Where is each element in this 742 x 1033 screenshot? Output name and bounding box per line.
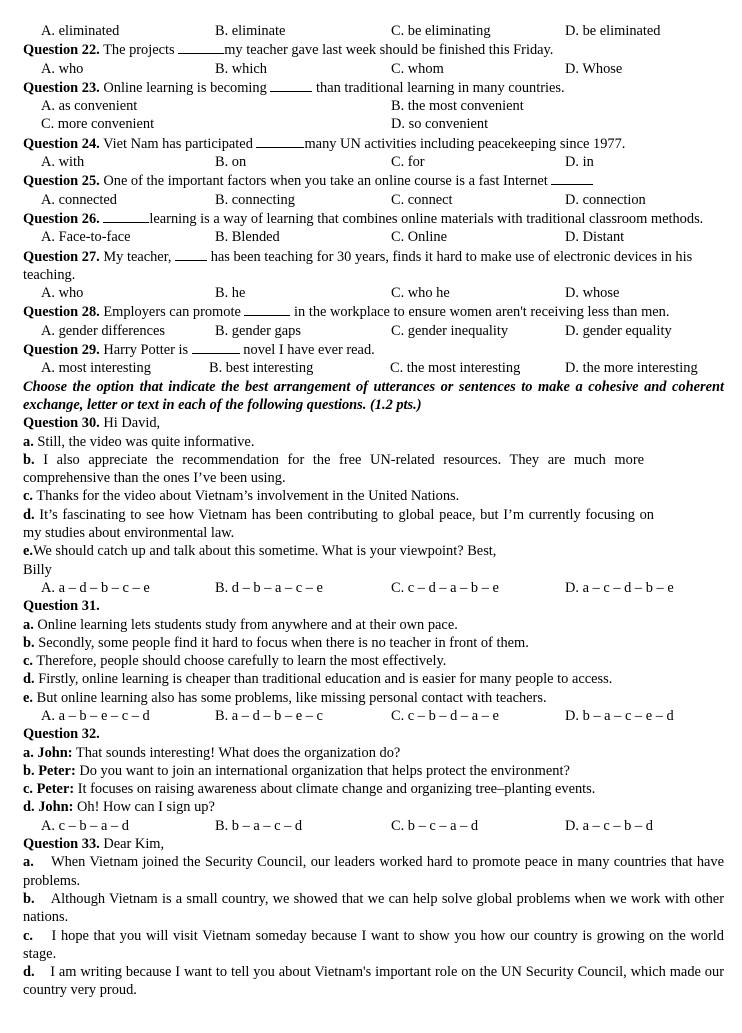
q27-text-after: has been teaching for 30 years, finds it hard to make use of electronic devices in his teaching.: [23, 248, 693, 283]
section-heading: Choose the option that indicate the best arrangement of utterances or sentences to make a cohesive and coherent exchange, letter or text in each of the following questions. (1.2 pts.): [23, 378, 724, 413]
q29-text-before: Harry Potter is: [99, 342, 192, 359]
q32-item-a-text: That sounds interesting! What does the organization do?: [72, 744, 401, 761]
q30-item-d-key: d.: [23, 506, 35, 523]
q33-item-a: [23, 853, 728, 890]
q30-option-a[interactable]: A. a – d – b – c – e: [41, 579, 150, 596]
q26-text-after: learning is a way of learning that combines online materials with traditional classroom methods.: [149, 210, 704, 227]
q30-option-d[interactable]: D. a – c – d – b – e: [565, 579, 674, 596]
q30-stem: [23, 414, 724, 432]
q30-options: [23, 579, 724, 597]
q24-text-after: many UN activities including peacekeeping since 1977.: [304, 135, 626, 152]
q26-label: Question 26.: [23, 210, 100, 227]
q31-item-e: [23, 689, 724, 707]
q31-option-a[interactable]: A. a – b – e – c – d: [41, 707, 150, 724]
q25-options: [23, 191, 724, 209]
q24-text-before: Viet Nam has participated: [99, 135, 257, 152]
q33-item-a-key: a.: [23, 854, 34, 871]
q33-stem: [23, 835, 724, 853]
q29-text-after: novel I have ever read.: [239, 342, 375, 359]
q32-item-b: [23, 762, 724, 780]
q28-stem: [23, 302, 724, 321]
q25-text-before: One of the important factors when you take an online course is a fast Internet: [99, 173, 552, 190]
q23-option-c[interactable]: C. more convenient: [41, 116, 155, 133]
q22-text-after: my teacher gave last week should be finished this Friday.: [224, 42, 554, 59]
q29-option-c[interactable]: C. the most interesting: [390, 360, 521, 377]
q21-options: [23, 22, 724, 40]
q22-option-d[interactable]: D. Whose: [565, 60, 623, 77]
q32-option-d[interactable]: D. a – c – b – d: [565, 817, 653, 834]
q21-option-b[interactable]: B. eliminate: [215, 23, 286, 39]
q26-option-d[interactable]: D. Distant: [565, 229, 625, 246]
q31-option-d[interactable]: D. b – a – c – e – d: [565, 707, 674, 724]
q30-item-e-text: We should catch up and talk about this sometime. What is your viewpoint? Best,: [33, 543, 497, 560]
q23-stem: [23, 78, 724, 97]
q24-label: Question 24.: [23, 135, 100, 152]
q31-label: Question 31.: [23, 598, 100, 615]
q29-label: Question 29.: [23, 342, 100, 359]
q31-item-b-text: Secondly, some people find it hard to focus when there is no teacher in front of them.: [34, 634, 529, 651]
q33-item-c-text: I hope that you will visit Vietnam someday because I want to show you how our country is growing on the world stage.: [23, 927, 728, 962]
q31-item-b: [23, 634, 724, 652]
q31-item-e-text: But online learning also has some problems, like missing personal contact with teachers.: [33, 689, 547, 706]
q25-option-a[interactable]: A. connected: [41, 191, 117, 208]
q22-options: [23, 60, 724, 78]
q24-blank: [256, 134, 304, 148]
q32-options: [23, 817, 724, 835]
q28-option-d[interactable]: D. gender equality: [565, 322, 672, 339]
q23-options-row2: [23, 115, 724, 133]
q33-item-b: [23, 890, 728, 927]
q32-item-a-key: a. John:: [23, 744, 73, 761]
q32-item-c-text: It focuses on raising awareness about climate change and organizing tree–planting events.: [74, 781, 596, 798]
q26-option-a[interactable]: A. Face-to-face: [41, 229, 131, 246]
q23-option-a[interactable]: A. as convenient: [41, 98, 138, 115]
q31-item-d: [23, 670, 724, 688]
q31-item-d-key: d.: [23, 671, 35, 688]
q31-options: [23, 707, 724, 725]
q31-option-b[interactable]: B. a – d – b – e – c: [215, 707, 323, 724]
q27-options: [23, 284, 724, 302]
q33-item-d-key: d.: [23, 964, 35, 981]
q23-text-after: than traditional learning in many countries.: [312, 79, 565, 96]
q23-option-b[interactable]: B. the most convenient: [391, 98, 524, 115]
q28-option-b[interactable]: B. gender gaps: [215, 322, 301, 339]
q23-options-row1: [23, 97, 724, 115]
q32-option-b[interactable]: B. b – a – c – d: [215, 817, 303, 834]
q25-stem: [23, 171, 724, 190]
q33-item-b-text: Although Vietnam is a small country, we showed that we can help solve global problems when we work with other nations.: [23, 890, 728, 926]
q30-option-c[interactable]: C. c – d – a – b – e: [391, 579, 499, 596]
q25-blank: [551, 171, 593, 185]
q33-item-c: [23, 927, 728, 964]
q26-stem: [23, 209, 724, 228]
q30-option-b[interactable]: B. d – b – a – c – e: [215, 579, 323, 596]
q22-text-before: The projects: [99, 42, 179, 59]
q30-item-e-key: e.: [23, 543, 33, 560]
q27-label: Question 27.: [23, 248, 100, 265]
q24-stem: [23, 134, 724, 153]
q30-item-e: [23, 542, 724, 560]
q32-item-d: [23, 798, 724, 816]
q27-stem: [23, 247, 724, 285]
q27-text-before: My teacher,: [99, 248, 176, 265]
q25-label: Question 25.: [23, 173, 100, 190]
q24-option-c[interactable]: C. for: [391, 154, 425, 171]
q31-option-c[interactable]: C. c – b – d – a – e: [391, 707, 499, 724]
q22-blank: [178, 40, 224, 54]
q27-blank: [175, 247, 207, 261]
q30-item-b-key: b.: [23, 451, 35, 468]
q30-item-c-key: c.: [23, 488, 33, 505]
q31-item-d-text: Firstly, online learning is cheaper than traditional education and is easier for many people to access.: [34, 671, 613, 688]
q30-item-c: [23, 487, 724, 505]
q23-label: Question 23.: [23, 79, 100, 96]
q32-item-b-key: b. Peter:: [23, 762, 76, 779]
q22-option-b[interactable]: B. which: [215, 60, 267, 77]
q25-option-d[interactable]: D. connection: [565, 191, 646, 208]
q30-item-d-text: It’s fascinating to see how Vietnam has been contributing to global peace, but I’m currently focusing on my studies about environmental law.: [23, 506, 654, 542]
q29-options: [23, 359, 724, 377]
q29-option-b[interactable]: B. best interesting: [209, 360, 314, 377]
q29-option-d[interactable]: D. the more interesting: [565, 360, 698, 377]
q33-item-b-key: b.: [23, 890, 35, 907]
q30-item-c-text: Thanks for the video about Vietnam’s involvement in the United Nations.: [33, 488, 460, 505]
q21-option-c[interactable]: C. be eliminating: [391, 23, 491, 39]
q26-option-b[interactable]: B. Blended: [215, 229, 280, 246]
q30-item-b-text: I also appreciate the recommendation for the free UN-related resources. They are much more comprehensive than the ones I’ve been using.: [23, 451, 644, 487]
q26-option-c[interactable]: C. Online: [391, 229, 447, 246]
q24-option-d[interactable]: D. in: [565, 154, 594, 171]
q25-option-b[interactable]: B. connecting: [215, 191, 295, 208]
q21-option-a[interactable]: A. eliminated: [41, 23, 120, 39]
q31-item-a-text: Online learning lets students study from anywhere and at their own pace.: [33, 616, 458, 633]
q31-item-c-text: Therefore, people should choose carefully to learn the most effectively.: [33, 653, 447, 670]
q31-item-c-key: c.: [23, 653, 33, 670]
q22-option-c[interactable]: C. whom: [391, 60, 444, 77]
q24-options: [23, 153, 724, 171]
q27-option-c[interactable]: C. who he: [391, 285, 450, 302]
q33-item-c-key: c.: [23, 927, 33, 944]
q28-label: Question 28.: [23, 304, 100, 321]
q22-stem: [23, 40, 724, 59]
q28-blank: [244, 302, 290, 316]
q28-option-c[interactable]: C. gender inequality: [391, 322, 509, 339]
q32-item-b-text: Do you want to join an international organization that helps protect the environment?: [75, 762, 570, 779]
q28-options: [23, 322, 724, 340]
q29-blank: [192, 340, 240, 354]
q32-item-c-key: c. Peter:: [23, 781, 75, 798]
q31-item-e-key: e.: [23, 689, 33, 706]
q32-option-c[interactable]: C. b – c – a – d: [391, 817, 479, 834]
q31-item-a: [23, 616, 724, 634]
q32-item-a: [23, 744, 724, 762]
q33-item-d: [23, 963, 728, 1000]
q29-option-a[interactable]: A. most interesting: [41, 360, 151, 377]
q30-item-a-key: a.: [23, 433, 34, 450]
q21-option-d[interactable]: D. be eliminated: [565, 23, 661, 39]
q27-option-a[interactable]: A. who: [41, 285, 84, 302]
q28-text-before: Employers can promote: [99, 304, 245, 321]
q32-item-c: [23, 780, 724, 798]
q28-option-a[interactable]: A. gender differences: [41, 322, 165, 339]
q31-item-b-key: b.: [23, 634, 35, 651]
q32-item-d-text: Oh! How can I sign up?: [73, 799, 215, 816]
q26-options: [23, 228, 724, 246]
q22-label: Question 22.: [23, 42, 100, 59]
q32-item-d-key: d. John:: [23, 799, 74, 816]
q33-greeting: Dear Kim,: [99, 836, 165, 853]
q33-item-a-text: When Vietnam joined the Security Council, our leaders worked hard to promote peace in many countries that have problems.: [23, 854, 728, 889]
q30-item-a: [23, 433, 724, 451]
q30-greeting: Hi David,: [99, 415, 161, 432]
q30-item-b: [23, 451, 724, 488]
q30-item-d: [23, 506, 724, 543]
q24-option-a[interactable]: A. with: [41, 154, 85, 171]
q28-text-after: in the workplace to ensure women aren't receiving less than men.: [290, 304, 670, 321]
q32-option-a[interactable]: A. c – b – a – d: [41, 817, 129, 834]
q29-stem: [23, 340, 724, 359]
q23-option-d[interactable]: D. so convenient: [391, 116, 489, 133]
q32-label: Question 32.: [23, 726, 100, 743]
q30-label: Question 30.: [23, 415, 100, 432]
q22-option-a[interactable]: A. who: [41, 60, 84, 77]
q31-item-c: [23, 652, 724, 670]
q25-option-c[interactable]: C. connect: [391, 191, 453, 208]
q30-signature: Billy: [23, 561, 52, 578]
q23-text-before: Online learning is becoming: [99, 79, 271, 96]
q31-item-a-key: a.: [23, 616, 34, 633]
q33-label: Question 33.: [23, 836, 100, 853]
q27-option-b[interactable]: B. he: [215, 285, 246, 302]
q23-blank: [270, 78, 312, 92]
q27-option-d[interactable]: D. whose: [565, 285, 620, 302]
q24-option-b[interactable]: B. on: [215, 154, 247, 171]
q26-blank: [103, 209, 149, 223]
q33-item-d-text: I am writing because I want to tell you about Vietnam's important role on the UN Security Council, which made our country very proud.: [23, 964, 728, 999]
q30-item-a-text: Still, the video was quite informative.: [33, 433, 255, 450]
